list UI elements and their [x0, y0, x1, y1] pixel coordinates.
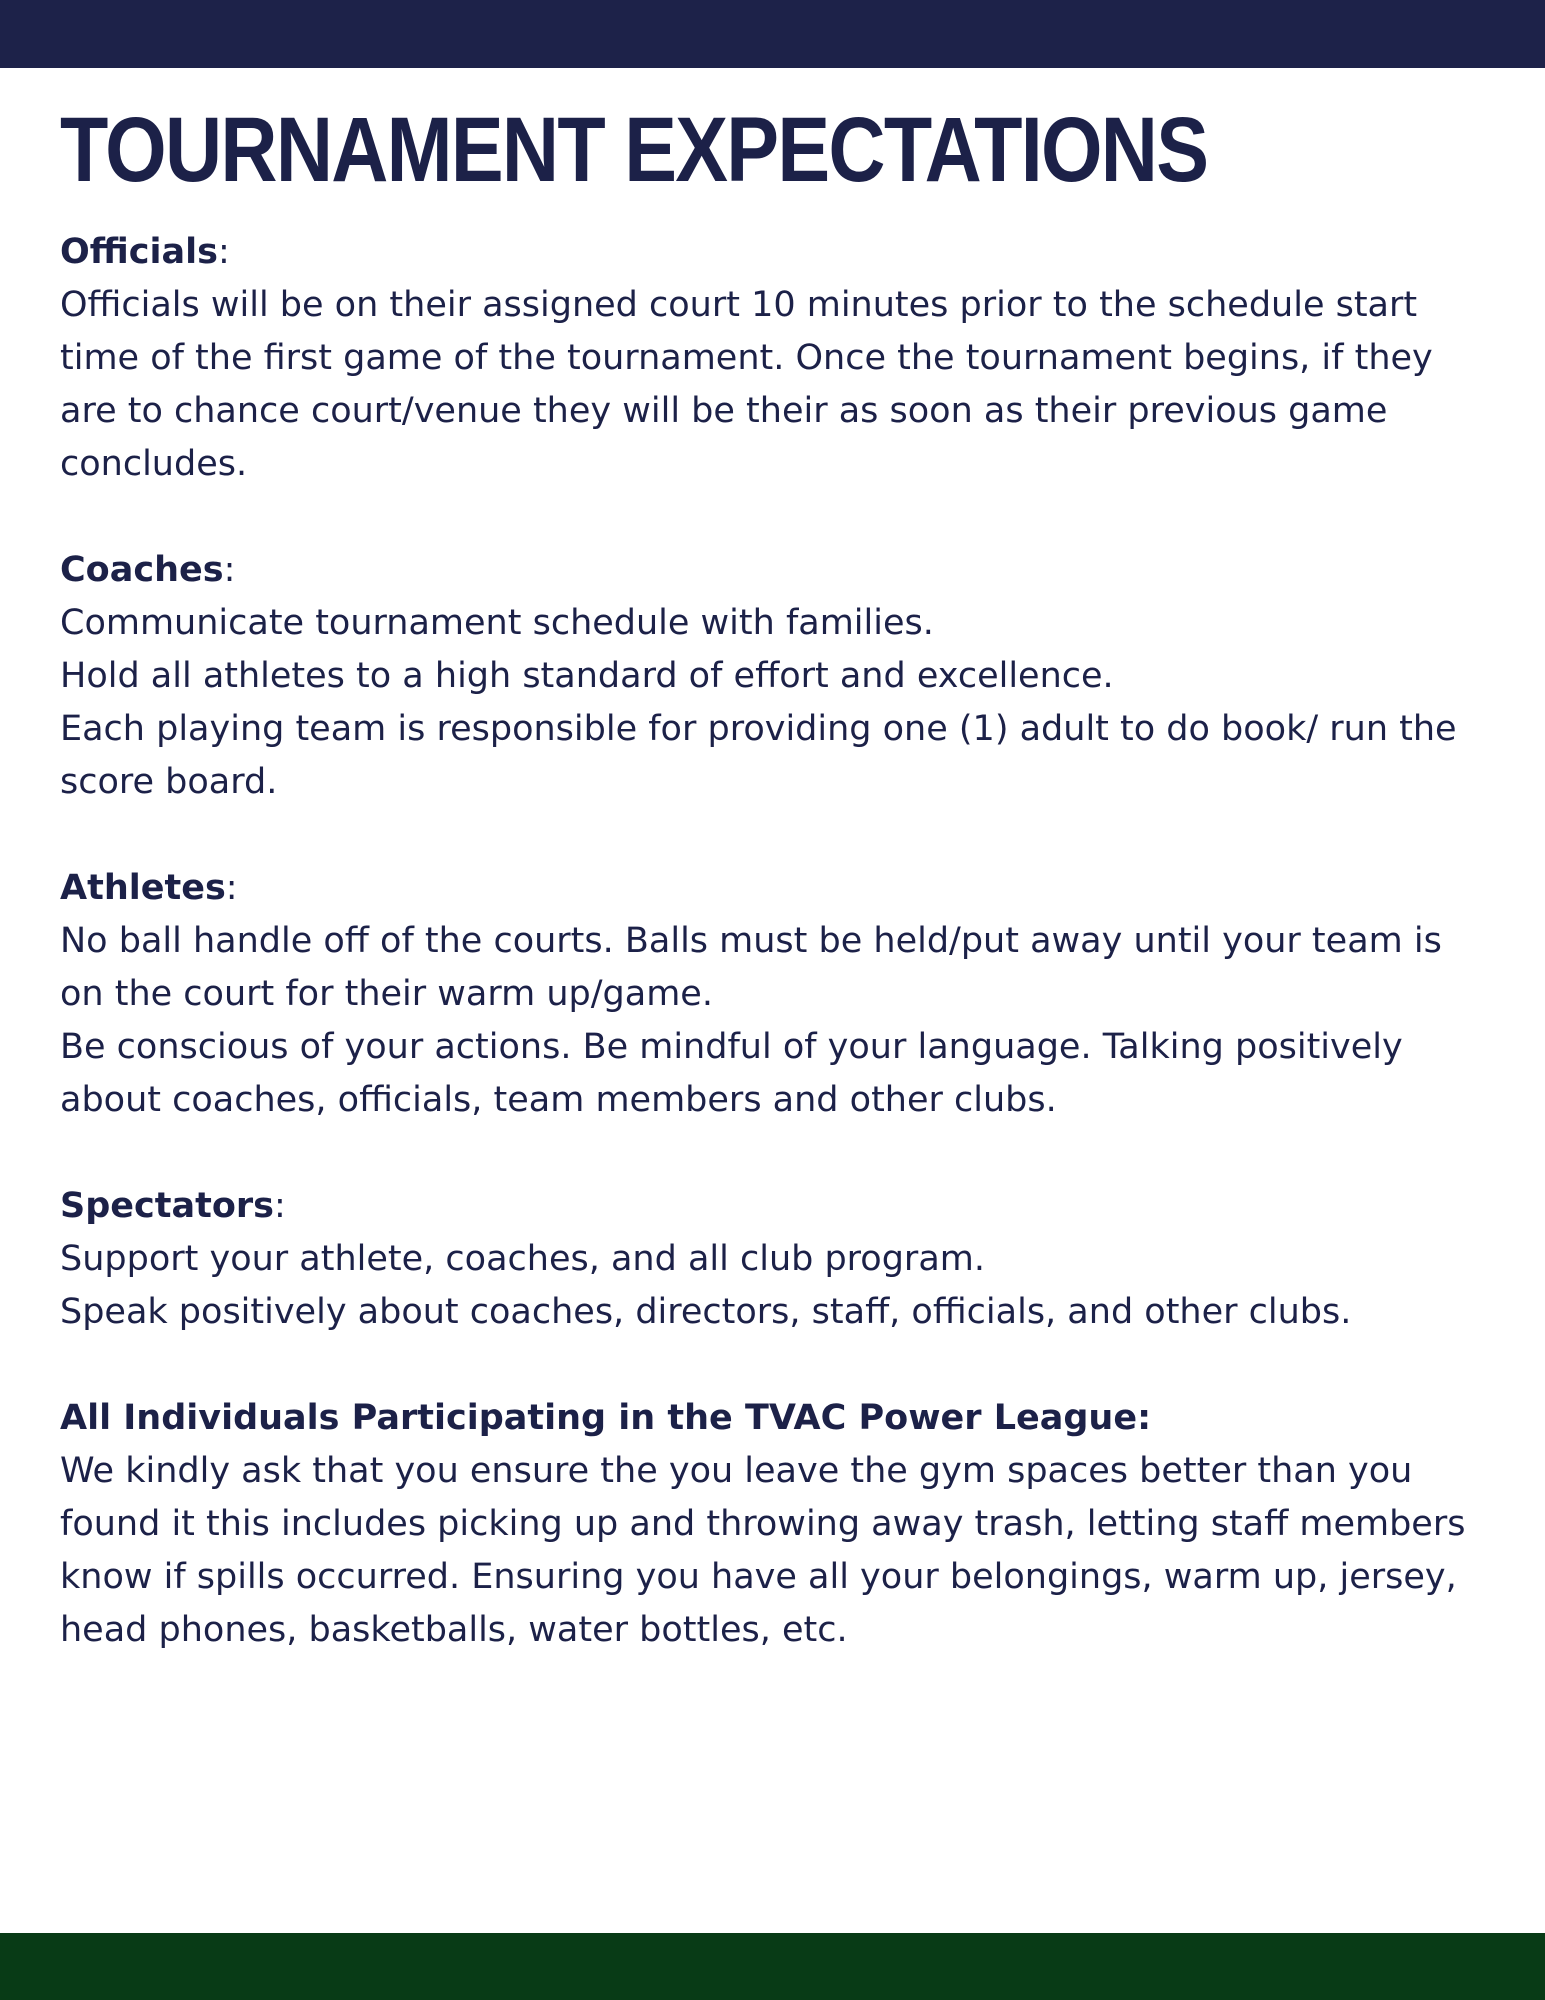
- section-text: No ball handle off of the courts. Balls must be held/put away until your team is on the court for their warm up/game.: [60, 921, 1442, 1014]
- section-text: Support your athlete, coaches, and all club program.: [60, 1239, 985, 1279]
- top-color-band: [0, 0, 1545, 68]
- section-label: Coaches: [60, 550, 224, 590]
- section-officials: [60, 226, 1490, 491]
- section-athletes: [60, 862, 1490, 1127]
- section-text: Speak positively about coaches, directors, staff, officials, and other clubs.: [60, 1292, 1352, 1332]
- section-label: Spectators: [60, 1186, 274, 1226]
- page-title: TOURNAMENT EXPECTATIONS: [60, 99, 1208, 201]
- section-text: Be conscious of your actions. Be mindful of your language. Talking positively about coaches, officials, team members and other clubs.: [60, 1027, 1403, 1120]
- section-heading-officials: [60, 226, 1490, 279]
- section-text: Each playing team is responsible for providing one (1) adult to do book/ run the score board.: [60, 709, 1457, 802]
- section-all-individuals: [60, 1392, 1490, 1657]
- section-heading-athletes: [60, 862, 1490, 915]
- heading-suffix: :: [223, 550, 236, 590]
- section-label: Athletes: [60, 868, 226, 908]
- section-text: Officials will be on their assigned court 10 minutes prior to the schedule start time of the first game of the tournament. Once the tournament begins, if they are to chance court/venue they will be their as soon as their previous game concludes.: [60, 285, 1433, 484]
- section-text: Communicate tournament schedule with families.: [60, 603, 934, 643]
- heading-suffix: :: [273, 1186, 286, 1226]
- bottom-color-band: [0, 1933, 1545, 2000]
- section-label: All Individuals Participating in the TVAC Power League:: [60, 1398, 1152, 1438]
- section-spectators: [60, 1180, 1490, 1339]
- section-text: Hold all athletes to a high standard of effort and excellence.: [60, 656, 1114, 696]
- section-coaches: [60, 544, 1490, 809]
- section-heading-coaches: [60, 544, 1490, 597]
- expectations-content: [60, 226, 1490, 1710]
- section-heading-spectators: [60, 1180, 1490, 1233]
- heading-suffix: :: [217, 232, 230, 272]
- section-label: Officials: [60, 232, 218, 272]
- section-heading-all-individuals: [60, 1392, 1490, 1445]
- heading-suffix: :: [225, 868, 238, 908]
- section-text: We kindly ask that you ensure the you leave the gym spaces better than you found it this includes picking up and throwing away trash, letting staff members know if spills occurred. Ensuring you have all your belongings, warm up, jersey, head phones, basketballs, water bottles, etc.: [60, 1451, 1466, 1650]
